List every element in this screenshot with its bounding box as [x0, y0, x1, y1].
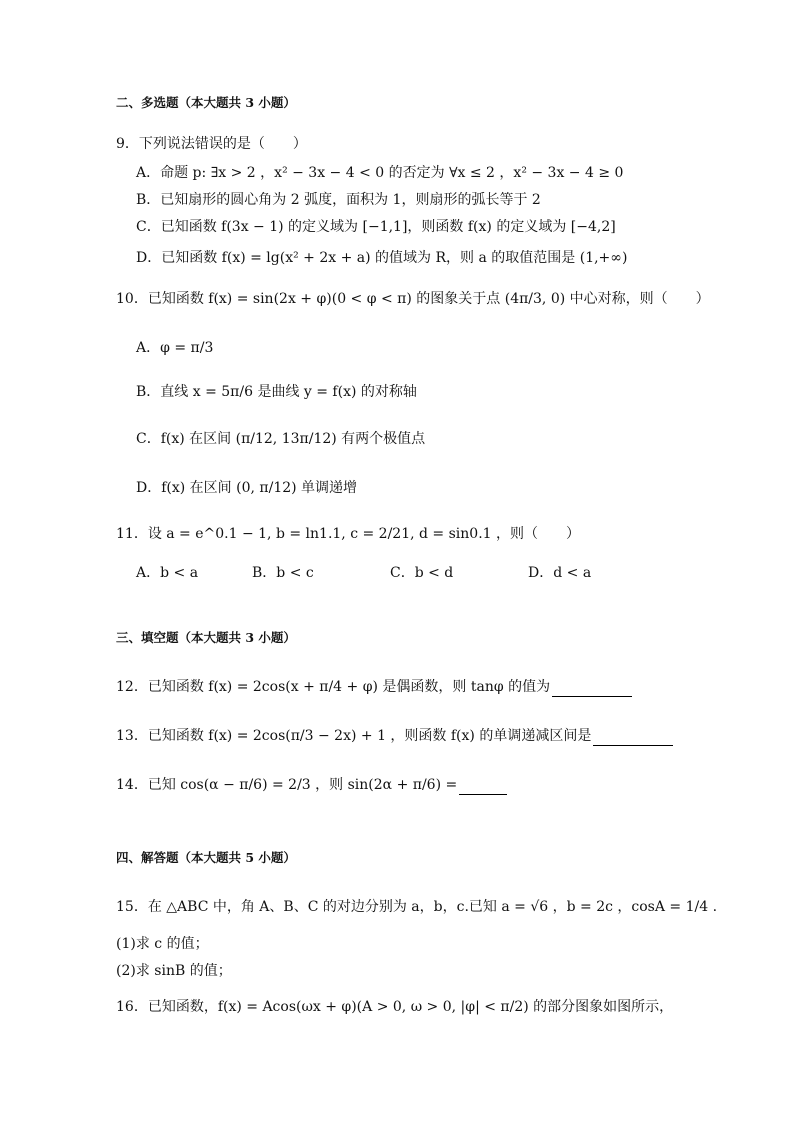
q9-stem: 9．下列说法错误的是（ ）	[116, 136, 307, 152]
section-4-title: 四、解答题（本大题共 5 小题）	[116, 850, 296, 865]
q11-option-b: B．b < c	[252, 565, 314, 581]
section-2-title: 二、多选题（本大题共 3 小题）	[116, 95, 296, 110]
q9-option-c: C．已知函数 f(3x − 1) 的定义域为 [−1,1]，则函数 f(x) 的定义域为 [−4,2]	[136, 219, 616, 235]
q9-option-a: A．命题 p: ∃x > 2 ，x² − 3x − 4 < 0 的否定为 ∀x ≤ 2 ，x² − 3x − 4 ≥ 0	[136, 165, 624, 181]
q15-part-1: (1)求 c 的值；	[116, 936, 209, 952]
q15-stem: 15．在 △ABC 中，角 A、B、C 的对边分别为 a，b，c.已知 a = √6 ，b = 2c ，cosA = 1/4 .	[116, 899, 718, 915]
q13-answer-blank[interactable]	[593, 745, 673, 746]
q10-option-c: C．f(x) 在区间 (π/12, 13π/12) 有两个极值点	[136, 431, 426, 447]
q13-stem	[116, 726, 673, 746]
q14-answer-blank[interactable]	[459, 794, 507, 795]
section-3-title: 三、填空题（本大题共 3 小题）	[116, 630, 296, 645]
q13-text: 13．已知函数 f(x) = 2cos(π/3 − 2x) + 1 ，则函数 f(x) 的单调递减区间是	[116, 728, 592, 744]
q10-option-a: A．φ = π/3	[136, 340, 214, 356]
q10-option-d: D．f(x) 在区间 (0, π/12) 单调递增	[136, 480, 358, 496]
q15-part-2: (2)求 sinB 的值；	[116, 963, 232, 979]
q14-stem	[116, 775, 507, 795]
q11-option-d: D．d < a	[528, 565, 592, 581]
q12-stem	[116, 677, 632, 697]
q12-answer-blank[interactable]	[552, 696, 632, 697]
q10-option-b: B．直线 x = 5π/6 是曲线 y = f(x) 的对称轴	[136, 384, 417, 400]
q11-option-c: C．b < d	[390, 565, 454, 581]
q9-option-d: D．已知函数 f(x) = lg(x² + 2x + a) 的值域为 R，则 a 的取值范围是 (1,+∞)	[136, 250, 628, 266]
q12-text: 12．已知函数 f(x) = 2cos(x + π/4 + φ) 是偶函数，则 tanφ 的值为	[116, 679, 551, 695]
q11-option-a: A．b < a	[136, 565, 199, 581]
q9-option-b: B．已知扇形的圆心角为 2 弧度，面积为 1，则扇形的弧长等于 2	[136, 192, 541, 208]
q16-stem: 16．已知函数，f(x) = Acos(ωx + φ)(A > 0, ω > 0, |φ| < π/2) 的部分图象如图所示，	[116, 999, 674, 1015]
q10-stem: 10．已知函数 f(x) = sin(2x + φ)(0 < φ < π) 的图象关于点 (4π/3, 0) 中心对称，则（ ）	[116, 291, 710, 307]
q14-text: 14．已知 cos(α − π/6) = 2/3 ，则 sin(2α + π/6) =	[116, 777, 458, 793]
q11-stem: 11．设 a = e^0.1 − 1, b = ln1.1, c = 2/21, d = sin0.1 ，则（ ）	[116, 526, 581, 542]
